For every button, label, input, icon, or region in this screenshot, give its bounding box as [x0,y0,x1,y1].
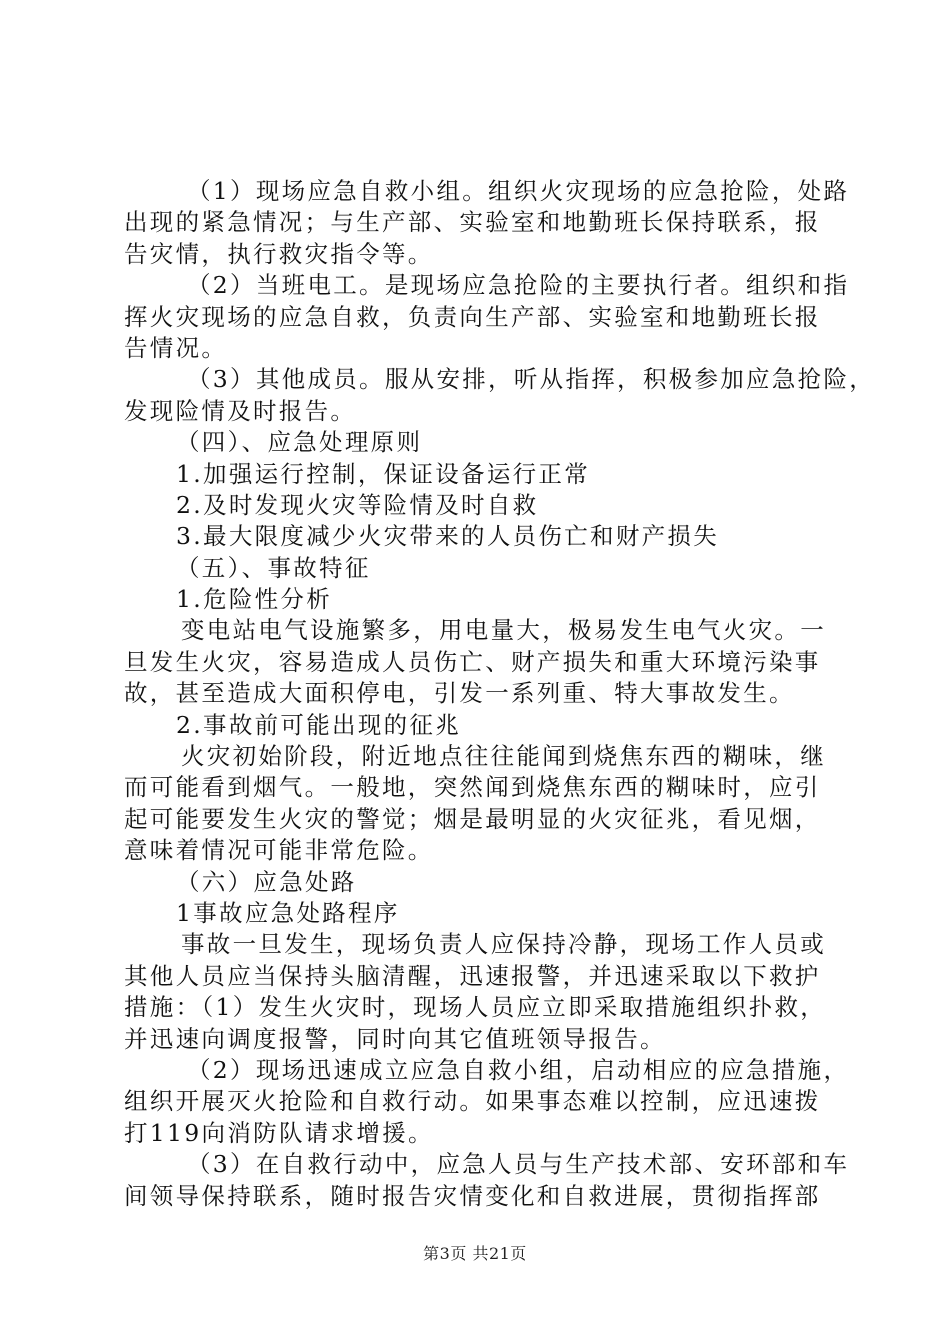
subsection-heading: 1.危险性分析 [176,585,333,614]
paragraph-line: 变电站电气设施繁多，用电量大，极易发生电气火灾。一 [181,616,826,645]
paragraph-line: 而可能看到烟气。一般地，突然闻到烧焦东西的糊味时，应引 [124,773,821,802]
paragraph-line: 间领导保持联系，随时报告灾情变化和自救进展，贯彻指挥部 [124,1181,821,1210]
document-body [124,176,876,1212]
paragraph-line: 组织开展灭火抢险和自救行动。如果事态难以控制，应迅速拨 [124,1087,821,1116]
paragraph-line: （3）在自救行动中，应急人员与生产技术部、安环部和车 [187,1150,850,1179]
paragraph-line: 事故一旦发生，现场负责人应保持冷静，现场工作人员或 [181,930,826,959]
paragraph-line: 并迅速向调度报警，同时向其它值班领导报告。 [124,1024,666,1053]
paragraph-line: 打119向消防队请求增援。 [124,1118,434,1147]
list-item: 3.最大限度减少火灾带来的人员伤亡和财产损失 [176,522,720,551]
paragraph-line: 起可能要发生火灾的警觉；烟是最明显的火灾征兆，看见烟， [124,804,821,833]
subsection-heading: 2.事故前可能出现的征兆 [176,710,462,739]
list-item: 1.加强运行控制，保证设备运行正常 [176,459,591,488]
section-heading: （五）、事故特征 [176,553,371,582]
paragraph-line: 意味着情况可能非常危险。 [124,836,434,865]
paragraph-line: 出现的紧急情况；与生产部、实验室和地勤班长保持联系，报 [124,208,821,237]
paragraph-line: （3）其他成员。服从安排，听从指挥，积极参加应急抢险， [187,365,876,394]
list-item: 2.及时发现火灾等险情及时自救 [176,490,539,519]
paragraph-line: （1）现场应急自救小组。组织火灾现场的应急抢险，处路 [187,177,850,205]
paragraph-line: 挥火灾现场的应急自救，负责向生产部、实验室和地勤班长报 [124,302,821,331]
paragraph-line: 旦发生火灾，容易造成人员伤亡、财产损失和重大环境污染事 [124,647,821,676]
paragraph-line: 告灾情，执行救灾指令等。 [124,239,434,268]
paragraph-line: （2）现场迅速成立应急自救小组，启动相应的应急措施， [187,1055,850,1084]
section-heading: （六）应急处路 [176,867,357,896]
paragraph-line: 措施：（1）发生火灾时，现场人员应立即采取措施组织扑救， [124,993,827,1022]
paragraph-line: 发现险情及时报告。 [124,396,357,425]
paragraph-line: （2）当班电工。是现场应急抢险的主要执行者。组织和指 [187,271,850,300]
paragraph-line: 火灾初始阶段，附近地点往往能闻到烧焦东西的糊味，继 [181,742,826,771]
subsection-heading: 1事故应急处路程序 [176,898,400,927]
paragraph-line: 其他人员应当保持头脑清醒，迅速报警，并迅速采取以下救护 [124,961,821,990]
paragraph-line: 告情况。 [124,333,228,362]
section-heading: （四）、应急处理原则 [176,428,423,457]
paragraph-line: 故，甚至造成大面积停电，引发一系列重、特大事故发生。 [124,679,795,708]
page-number-footer: 第3页 共21页 [423,1244,527,1263]
